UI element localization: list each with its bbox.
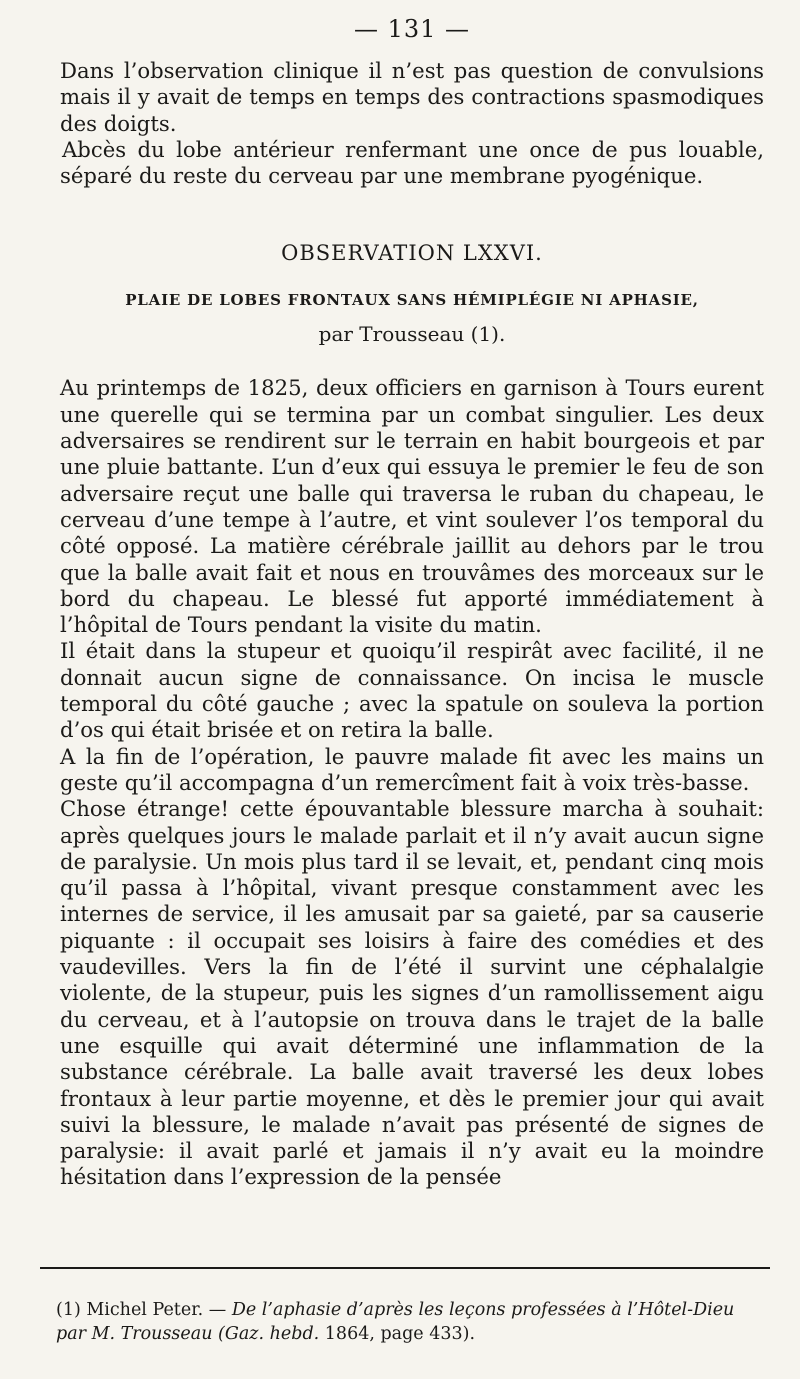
body-paragraph: Au printemps de 1825, deux officiers en garnison à Tours eurent une querelle qui se termina par un combat singulier. Les deux adversaires se rendirent sur le terrain en habit bourgeois et par une pluie battante. L’un d’eux qui essuya le premier le feu de son adversaire reçut une balle qui traversa le ruban du chapeau, le cerveau d’une tempe à l’autre, et vint soulever l’os temporal du côté opposé. La matière cérébrale jaillit au dehors par le trou que la balle avait fait et nous en trouvâmes des morceaux sur le bord du chapeau. Le blessé fut apporté immédiatement à l’hôpital de Tours pendant la visite du matin. (60, 375, 764, 638)
intro-paragraph: Abcès du lobe antérieur renfermant une once de pus louable, séparé du reste du cerveau par une membrane pyogénique. (60, 136, 764, 189)
observation-author: par Trousseau (1). (318, 322, 506, 347)
observation-body (60, 375, 764, 1190)
body-paragraph: Il était dans la stupeur et quoiqu’il respirât avec facilité, il ne donnait aucun signe de connaissance. On incisa le muscle temporal du côté gauche ; avec la spatule on souleva la portion d’os qui était brisée et on retira la balle. (60, 638, 764, 743)
page-number: — 131 — (353, 15, 471, 43)
intro-text (60, 58, 764, 189)
footnote-citation: 1864, page 433). (324, 1324, 476, 1344)
footnote-title: De l’aphasie d’après les leçons professées à l’Hôtel-Dieu par M. Trousseau (Gaz. hebd. (56, 1300, 735, 1344)
intro-paragraph: Dans l’observation clinique il n’est pas question de convulsions mais il y avait de temps en temps des contractions spasmodiques des doigts. (60, 58, 764, 136)
footnote (56, 1298, 764, 1346)
observation-title: OBSERVATION LXXVI. (281, 241, 543, 266)
body-paragraph: A la fin de l’opération, le pauvre malade fit avec les mains un geste qu’il accompagna d’un remercîment fait à voix très-basse. (60, 743, 764, 795)
body-paragraph: Chose étrange! cette épouvantable blessure marcha à souhait: après quelques jours le malade parlait et il n’y avait aucun signe de paralysie. Un mois plus tard il se levait, et, pendant cinq mois qu’il passa à l’hôpital, vivant presque constamment avec les internes de service, il les amusait par sa gaieté, par sa causerie piquante : il occupait ses loisirs à faire des comédies et des vaudevilles. Vers la fin de l’été il survint une céphalalgie violente, de la stupeur, puis les signes d’un ramollissement aigu du cerveau, et à l’autopsie on trouva dans le trajet de la balle une esquille qui avait déterminé une inflammation de la substance cérébrale. La balle avait traversé les deux lobes frontaux à leur partie moyenne, et dès le premier jour qui avait suivi la blessure, le malade n’avait pas présenté de signes de paralysie: il avait parlé et jamais il n’y avait eu la moindre hésitation dans l’expression de la pensée (60, 796, 764, 1190)
footnote-marker: (1) Michel Peter. — (56, 1300, 227, 1320)
observation-subtitle: PLAIE DE LOBES FRONTAUX SANS HÉMIPLÉGIE NI APHASIE, (125, 291, 699, 310)
footnote-divider (40, 1267, 770, 1269)
